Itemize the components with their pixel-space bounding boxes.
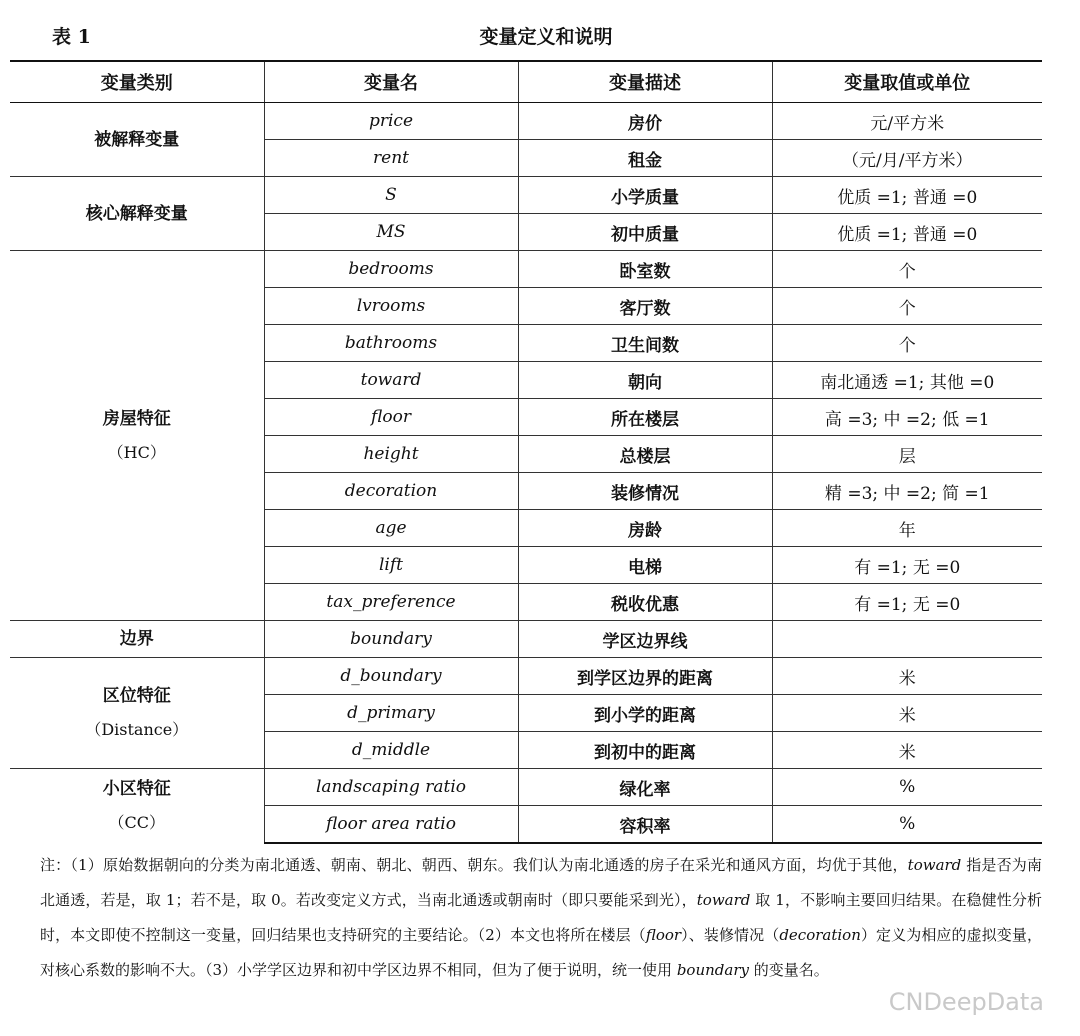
table-row: [10, 177, 1042, 214]
unit-cell: 有 =1; 无 =0: [772, 584, 1042, 621]
unit-cell: 层: [772, 436, 1042, 473]
note-var-toward: toward: [907, 856, 962, 874]
variable-name-cell: d_boundary: [264, 658, 518, 695]
note-text: [40, 848, 1042, 988]
variable-name-cell: lift: [264, 547, 518, 584]
unit-cell: 高 =3; 中 =2; 低 =1: [772, 399, 1042, 436]
table-row: [10, 769, 1042, 806]
variable-name-cell: floor area ratio: [264, 806, 518, 844]
category-cell: [10, 103, 264, 177]
table-body: [10, 103, 1042, 844]
note-part-3: 取 1，不影响主要回归结果。在稳健性分析时，本文即使不控制这一变量，回归结果也支持研究的主要结论。（2）本文也将所在楼层（: [40, 891, 1042, 944]
table-caption: [52, 22, 1040, 52]
table-row: [10, 103, 1042, 140]
unit-cell: 南北通透 =1; 其他 =0: [772, 362, 1042, 399]
variable-name-cell: floor: [264, 399, 518, 436]
note-var-boundary: boundary: [676, 961, 749, 979]
variable-name-cell: d_primary: [264, 695, 518, 732]
variable-name-cell: height: [264, 436, 518, 473]
description-cell: 客厅数: [518, 288, 772, 325]
variable-name-cell: d_middle: [264, 732, 518, 769]
variable-name-cell: rent: [264, 140, 518, 177]
description-cell: 小学质量: [518, 177, 772, 214]
table-note: [40, 848, 1042, 988]
header-variable-name: 变量名: [264, 61, 518, 103]
category-label: 边界: [119, 629, 154, 649]
header-description: 变量描述: [518, 61, 772, 103]
category-abbreviation: （Distance）: [85, 720, 189, 739]
description-cell: 卧室数: [518, 251, 772, 288]
description-cell: 租金: [518, 140, 772, 177]
note-part-5: ）定义为相应的虚拟变量，对核心系数的影响不大。（3）小学学区边界和初中学区边界不相同，但为了便于说明，统一使用: [40, 926, 1042, 979]
unit-cell: 元/平方米: [772, 103, 1042, 140]
description-cell: 所在楼层: [518, 399, 772, 436]
note-part-1: 注：（1）原始数据朝向的分类为南北通透、朝南、朝北、朝西、朝东。我们认为南北通透的房子在采光和通风方面，均优于其他，: [40, 856, 908, 874]
variable-name-cell: bathrooms: [264, 325, 518, 362]
table-row: [10, 251, 1042, 288]
table-label: 表 1: [52, 26, 91, 48]
note-part-6: 的变量名。: [748, 961, 829, 979]
description-cell: 到初中的距离: [518, 732, 772, 769]
note-part-2: 指是否为南北通透，若是，取 1；若不是，取 0。若改变定义方式，当南北通透或朝南时（即只要能采到光），: [40, 856, 1042, 909]
category-label: 核心解释变量: [85, 203, 188, 224]
unit-cell: %: [772, 769, 1042, 806]
header-category: 变量类别: [10, 61, 264, 103]
variable-name-cell: bedrooms: [264, 251, 518, 288]
variable-name-cell: boundary: [264, 621, 518, 658]
table-row: [10, 621, 1042, 658]
variable-table: [10, 60, 1042, 844]
variable-name-cell: price: [264, 103, 518, 140]
category-abbreviation: （HC）: [107, 442, 166, 462]
header-unit: 变量取值或单位: [772, 61, 1042, 103]
description-cell: 容积率: [518, 806, 772, 844]
description-cell: 房价: [518, 103, 772, 140]
unit-cell: 有 =1; 无 =0: [772, 547, 1042, 584]
unit-cell: 精 =3; 中 =2; 简 =1: [772, 473, 1042, 510]
category-cell: [10, 177, 264, 251]
unit-cell: 年: [772, 510, 1042, 547]
note-var-decoration: decoration: [779, 926, 861, 944]
category-cell: [10, 621, 264, 658]
category-cell: [10, 658, 264, 769]
description-cell: 税收优惠: [518, 584, 772, 621]
variable-name-cell: tax_preference: [264, 584, 518, 621]
variable-name-cell: landscaping ratio: [264, 769, 518, 806]
unit-cell: 米: [772, 695, 1042, 732]
category-label: 区位特征: [102, 686, 171, 706]
unit-cell: 优质 =1; 普通 =0: [772, 214, 1042, 251]
variable-name-cell: decoration: [264, 473, 518, 510]
variable-name-cell: age: [264, 510, 518, 547]
category-label: 被解释变量: [94, 129, 180, 150]
description-cell: 绿化率: [518, 769, 772, 806]
category-cell: [10, 769, 264, 844]
category-label: 房屋特征: [102, 408, 171, 429]
table-title: 变量定义和说明: [479, 26, 613, 48]
description-cell: 到小学的距离: [518, 695, 772, 732]
variable-name-cell: MS: [264, 214, 518, 251]
note-part-4: ）、装修情况（: [681, 926, 780, 944]
note-var-toward-2: toward: [696, 891, 751, 909]
category-cell: [10, 251, 264, 621]
header-row: [10, 61, 1042, 103]
description-cell: 朝向: [518, 362, 772, 399]
description-cell: 卫生间数: [518, 325, 772, 362]
description-cell: 到学区边界的距离: [518, 658, 772, 695]
variable-name-cell: S: [264, 177, 518, 214]
unit-cell: 米: [772, 658, 1042, 695]
description-cell: 电梯: [518, 547, 772, 584]
unit-cell: 米: [772, 732, 1042, 769]
unit-cell: 个: [772, 251, 1042, 288]
unit-cell: 个: [772, 288, 1042, 325]
category-label: 小区特征: [102, 779, 171, 799]
unit-cell: 个: [772, 325, 1042, 362]
variable-name-cell: toward: [264, 362, 518, 399]
description-cell: 初中质量: [518, 214, 772, 251]
description-cell: 学区边界线: [518, 621, 772, 658]
unit-cell: %: [772, 806, 1042, 844]
description-cell: 房龄: [518, 510, 772, 547]
unit-cell: （元/月/平方米）: [772, 140, 1042, 177]
note-var-floor: floor: [645, 926, 682, 944]
description-cell: 装修情况: [518, 473, 772, 510]
unit-cell: 优质 =1; 普通 =0: [772, 177, 1042, 214]
category-abbreviation: （CC）: [108, 813, 165, 832]
unit-cell: [772, 621, 1042, 658]
watermark-text: CNDeepData: [888, 988, 1044, 1016]
variable-name-cell: lvrooms: [264, 288, 518, 325]
table-row: [10, 658, 1042, 695]
description-cell: 总楼层: [518, 436, 772, 473]
